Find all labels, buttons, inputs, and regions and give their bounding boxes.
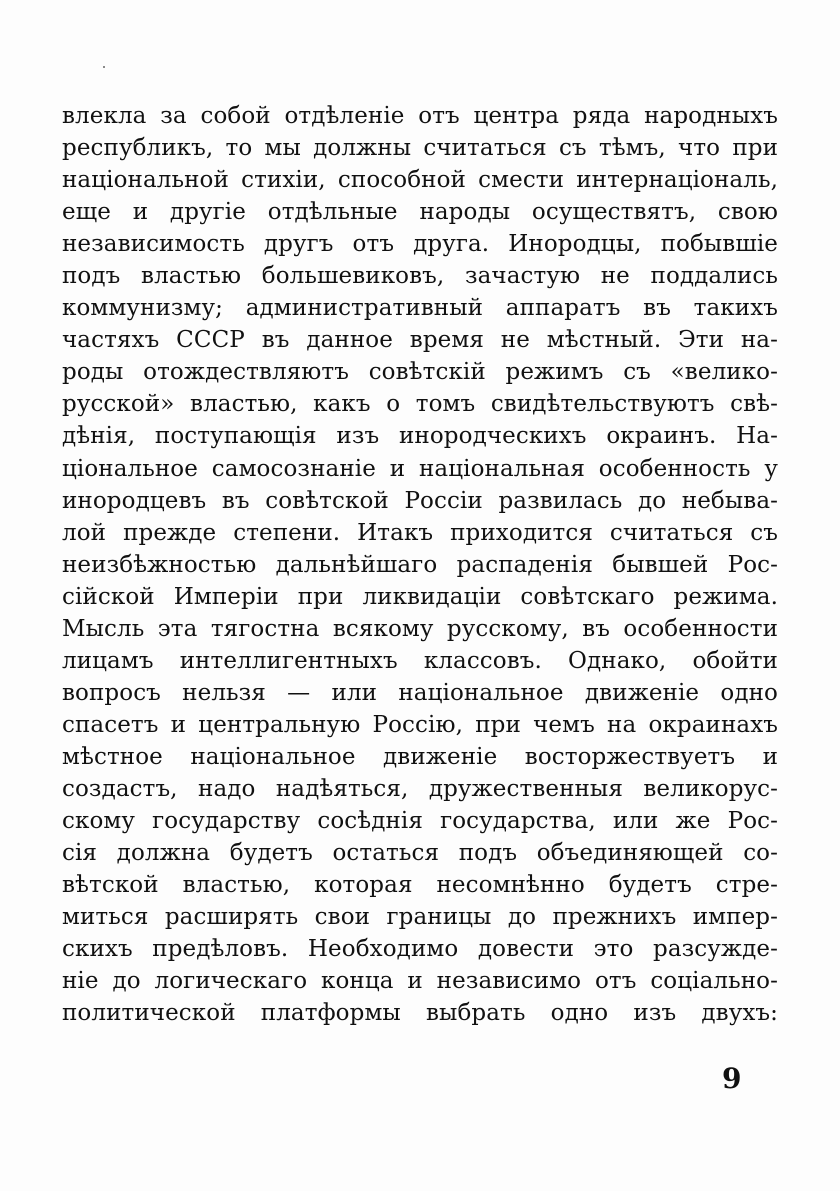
text-line: скихъ предѣловъ. Необходимо довести это разсужде- — [62, 936, 778, 963]
text-line: неизбѣжностью дальнѣйшаго распаденія бывшей Рос- — [62, 551, 778, 578]
text-line: сія должна будетъ остаться подъ объединяющей со- — [62, 840, 778, 867]
text-line: инородцевъ въ совѣтской Россіи развилась до небыва- — [62, 487, 778, 514]
text-line: влекла за собой отдѣленіе отъ центра ряда народныхъ — [62, 103, 778, 129]
text-line: мѣстное національное движеніе восторжествуетъ и — [62, 743, 778, 770]
text-line: роды отождествляютъ совѣтскій режимъ съ «велико- — [62, 359, 778, 386]
text-line: независимость другъ отъ друга. Инородцы, побывшіе — [62, 231, 778, 258]
page-number: 9 — [722, 1062, 742, 1095]
text-line: частяхъ СССР въ данное время не мѣстный. Эти на- — [62, 327, 778, 354]
text-line: дѣнія, поступающія изъ инородческихъ окраинъ. На- — [62, 423, 778, 450]
text-line: лицамъ интеллигентныхъ классовъ. Однако, обойти — [62, 647, 778, 674]
print-speck — [103, 66, 105, 68]
text-line: вопросъ нельзя — или національное движеніе одно — [62, 679, 778, 706]
text-line: подъ властью большевиковъ, зачастую не поддались — [62, 263, 778, 290]
text-line: коммунизму; административный аппаратъ въ такихъ — [62, 295, 778, 322]
text-line: Мысль эта тягостна всякому русскому, въ особенности — [62, 615, 778, 642]
text-line: создастъ, надо надѣяться, дружественныя великорус- — [62, 775, 778, 802]
text-line: политической платформы выбрать одно изъ двухъ: — [62, 1000, 778, 1027]
text-line: ціональное самосознаніе и національная особенность у — [62, 455, 778, 482]
text-line: спасетъ и центральную Россію, при чемъ на окраинахъ — [62, 711, 778, 738]
text-line: еще и другіе отдѣльные народы осуществятъ, свою — [62, 199, 778, 226]
text-line: вѣтской властью, которая несомнѣнно будетъ стре- — [62, 872, 778, 899]
text-line: скому государству сосѣднія государства, или же Рос- — [62, 808, 778, 835]
text-line: ніе до логическаго конца и независимо отъ соціально- — [62, 968, 778, 995]
text-line: лой прежде степени. Итакъ приходится считаться съ — [62, 519, 778, 546]
text-line: русской» властью, какъ о томъ свидѣтельствуютъ свѣ- — [62, 391, 778, 418]
text-line: національной стихіи, способной смести интернаціональ, — [62, 167, 778, 194]
text-line: сійской Имперіи при ликвидаціи совѣтскаго режима. — [62, 583, 778, 610]
body-text — [62, 100, 778, 1029]
text-line: миться расширять свои границы до прежнихъ импер- — [62, 904, 778, 931]
text-line: республикъ, то мы должны считаться съ тѣмъ, что при — [62, 135, 778, 162]
